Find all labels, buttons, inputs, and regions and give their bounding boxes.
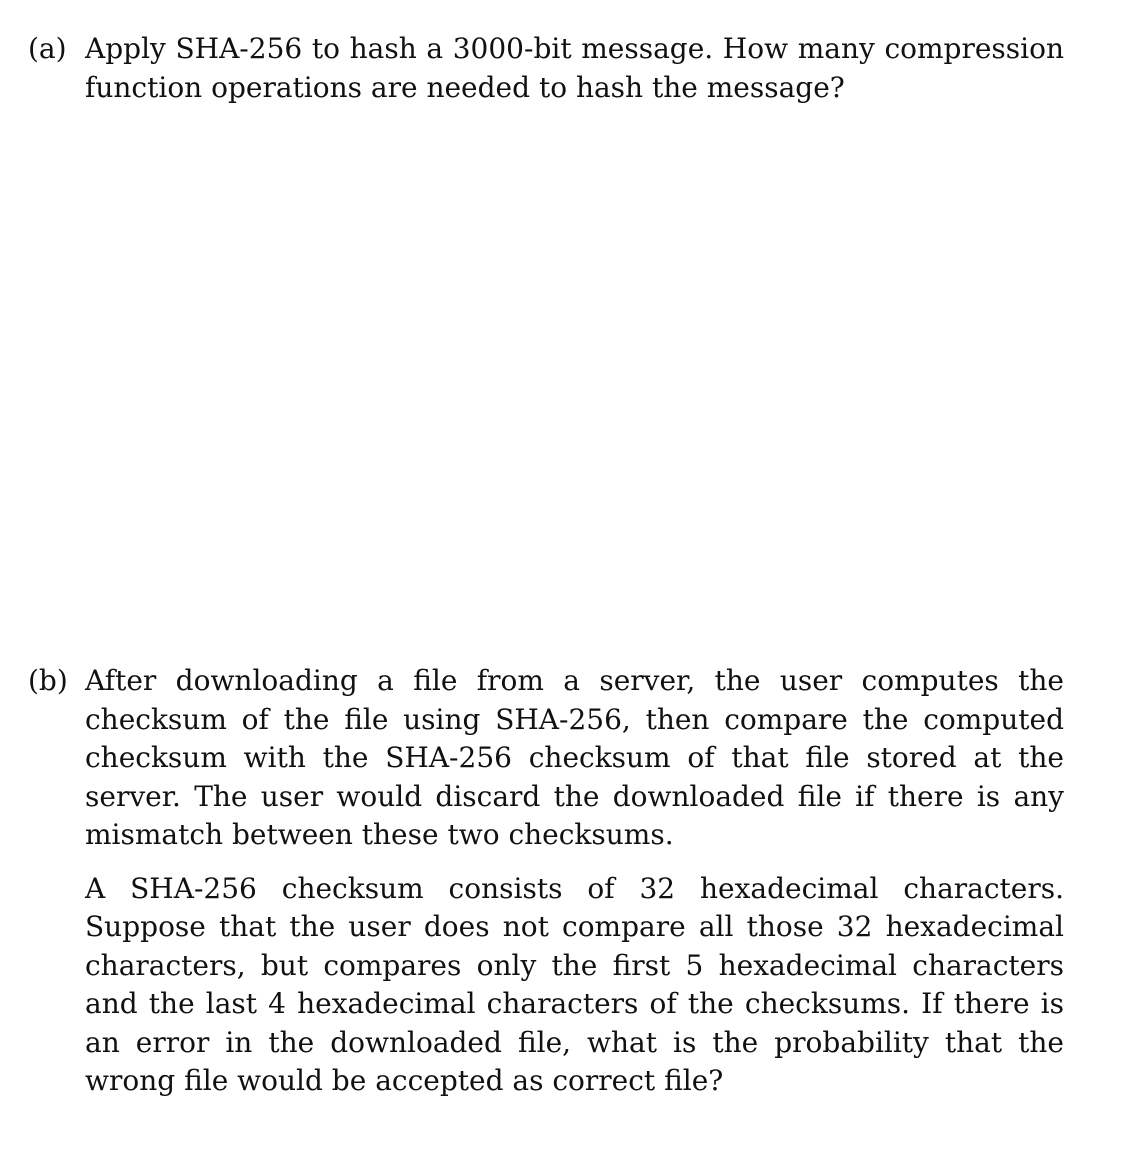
question-b-paragraph-2: A SHA-256 checksum consists of 32 hexadecimal characters. Suppose that the user does not compare all those 32 hexadecimal characters, but compares only the first 5 hexadecimal characters and the last 4 hexadecimal characters of the checksums. If there is an error in the downloaded file, what is the probability that the wrong file would be accepted as correct file? — [85, 871, 1064, 1097]
question-b-body — [85, 662, 1064, 1101]
question-a-body — [85, 30, 1064, 107]
question-b — [28, 662, 1064, 1101]
question-a-text: Apply SHA-256 to hash a 3000-bit message. How many compression function operations are needed to hash the message? — [85, 32, 1064, 104]
question-a — [28, 30, 1064, 107]
question-b-label: (b) — [28, 664, 68, 697]
question-a-label: (a) — [28, 32, 67, 65]
question-b-paragraph-1: After downloading a file from a server, the user computes the checksum of the file using SHA-256, then compare the computed checksum with the SHA-256 checksum of that file stored at the server. The user would discard the downloaded file if there is any mismatch between these two checksums. — [85, 664, 1064, 851]
